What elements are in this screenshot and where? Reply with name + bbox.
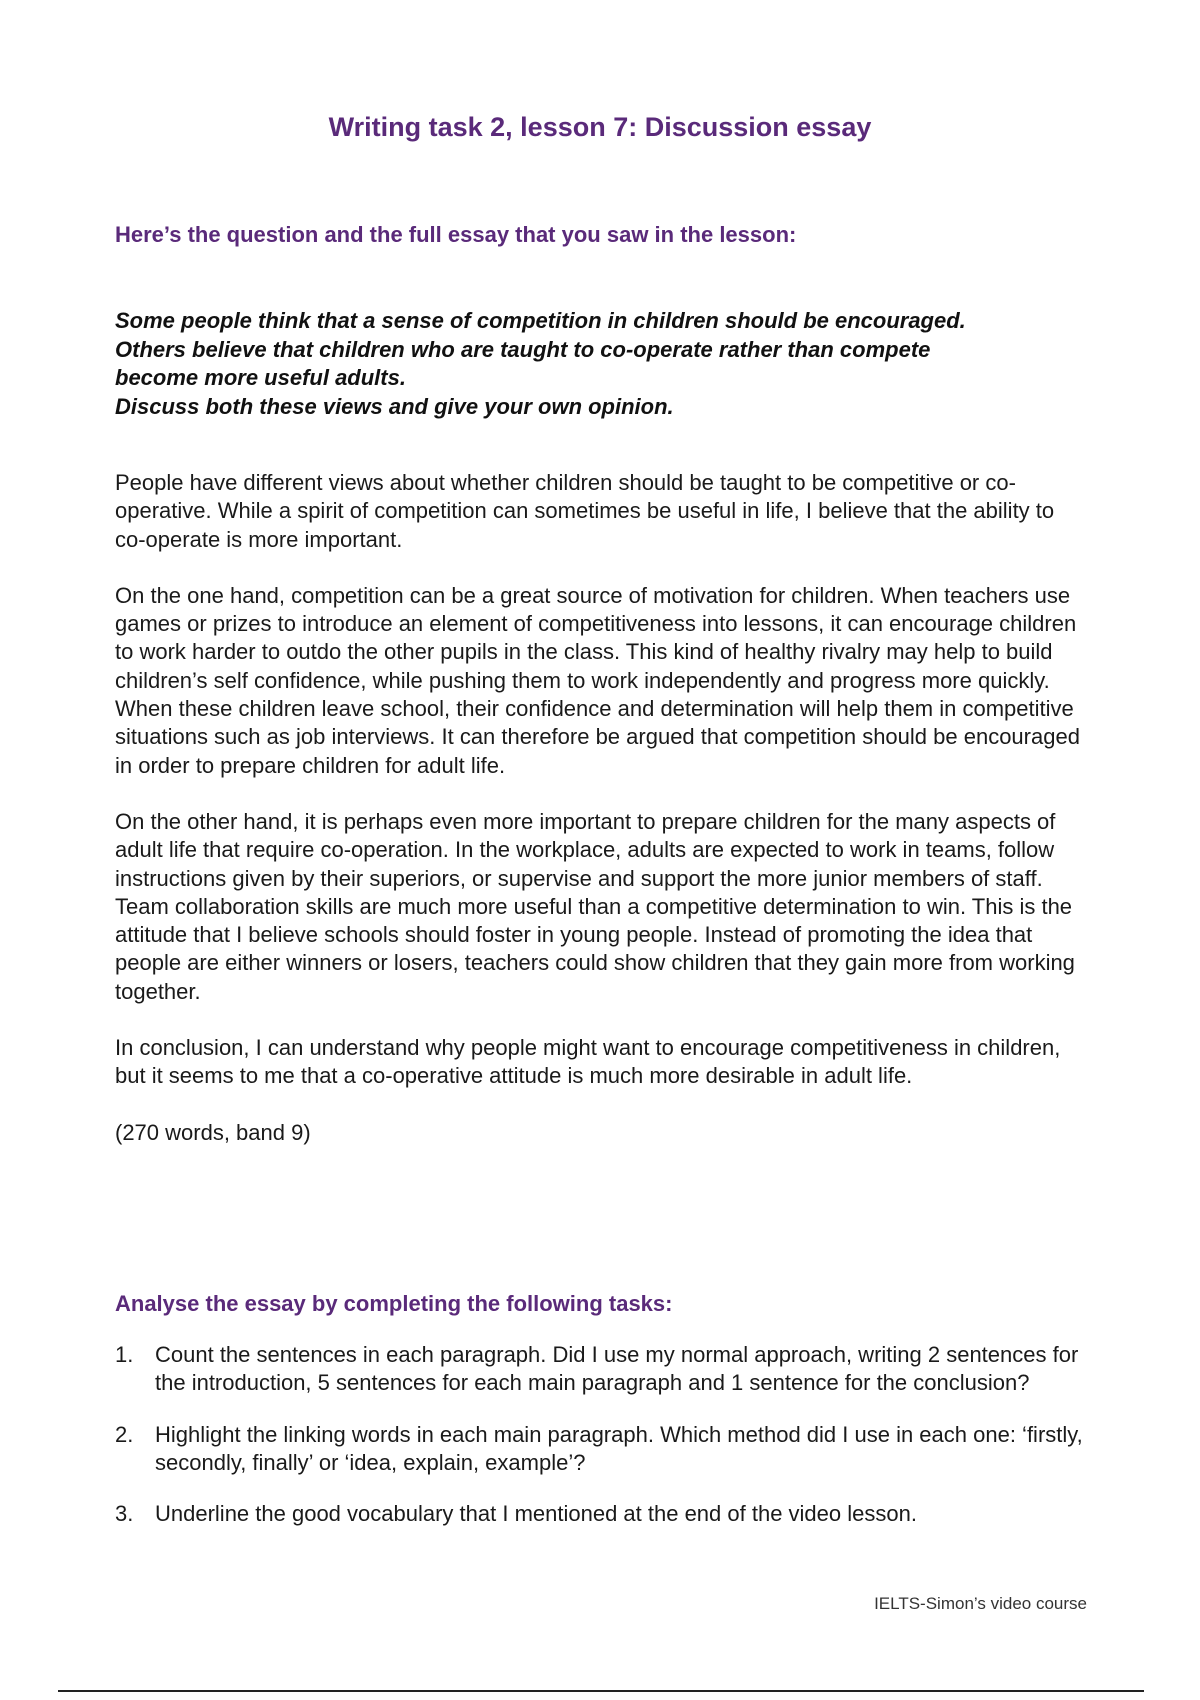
tasks-list bbox=[115, 1341, 1090, 1528]
footer-credit: IELTS-Simon’s video course bbox=[874, 1594, 1087, 1613]
essay-paragraph-conclusion: In conclusion, I can understand why people might want to encourage competitiveness in children, but it seems to me that a co-operative attitude is much more desirable in adult life. bbox=[115, 1035, 1061, 1089]
bottom-divider bbox=[58, 1690, 1144, 1692]
tasks-section bbox=[115, 1291, 1090, 1317]
task-number: 1. bbox=[115, 1342, 134, 1367]
question-line: Discuss both these views and give your own opinion. bbox=[115, 393, 674, 419]
task-text: Underline the good vocabulary that I mentioned at the end of the video lesson. bbox=[155, 1501, 917, 1527]
tasks-heading: Analyse the essay by completing the following tasks: bbox=[115, 1291, 673, 1316]
question-text bbox=[115, 307, 1090, 421]
task-text: Count the sentences in each paragraph. Did I use my normal approach, writing 2 sentences for the introduction, 5 sentences for each main paragraph and 1 sentence for the conclusion? bbox=[155, 1342, 1079, 1396]
essay-paragraph-main-1: On the one hand, competition can be a great source of motivation for children. When teachers use games or prizes to introduce an element of competitiveness into lessons, it can encourage children to work harder to outdo the other pupils in the class. This kind of healthy rivalry may help to build children’s self confidence, while pushing them to work independently and progress more quickly. When these children leave school, their confidence and determination will help them in competitive situations such as job interviews. It can therefore be argued that competition should be encouraged in order to prepare children for adult life. bbox=[115, 582, 1080, 778]
task-item bbox=[115, 1500, 1090, 1528]
page-title: Writing task 2, lesson 7: Discussion essay bbox=[328, 112, 872, 142]
word-count: (270 words, band 9) bbox=[115, 1119, 311, 1145]
question-line: Some people think that a sense of competition in children should be encouraged. bbox=[115, 308, 966, 333]
essay-question bbox=[115, 307, 1090, 421]
question-line: Others believe that children who are taught to co-operate rather than compete bbox=[115, 336, 931, 362]
tasks-list-container bbox=[115, 1341, 1090, 1551]
task-item bbox=[115, 1341, 1090, 1398]
essay-paragraph-introduction: People have different views about whether children should be taught to be competitive or co-operative. While a spirit of competition can sometimes be useful in life, I believe that the ability to co-operate is more important. bbox=[115, 470, 1055, 552]
essay-body bbox=[115, 469, 1090, 1175]
task-text: Highlight the linking words in each main paragraph. Which method did I use in each one: ‘firstly, secondly, finally’ or ‘idea, explain, example’? bbox=[155, 1421, 1083, 1475]
intro-heading: Here’s the question and the full essay that you saw in the lesson: bbox=[115, 222, 797, 247]
task-item bbox=[115, 1421, 1090, 1478]
intro-section bbox=[115, 222, 1090, 248]
question-line: become more useful adults. bbox=[115, 365, 406, 390]
task-number: 2. bbox=[115, 1421, 134, 1447]
essay-paragraph-main-2: On the other hand, it is perhaps even more important to prepare children for the many aspects of adult life that require co-operation. In the workplace, adults are expected to work in teams, follow instructions given by their superiors, or supervise and support the more junior members of staff. Team collaboration skills are much more useful than a competitive determination to win. This is the attitude that I believe schools should foster in young people. Instead of promoting the idea that people are either winners or losers, teachers could show children that they gain more from working together. bbox=[115, 808, 1075, 1004]
task-number: 3. bbox=[115, 1501, 134, 1527]
